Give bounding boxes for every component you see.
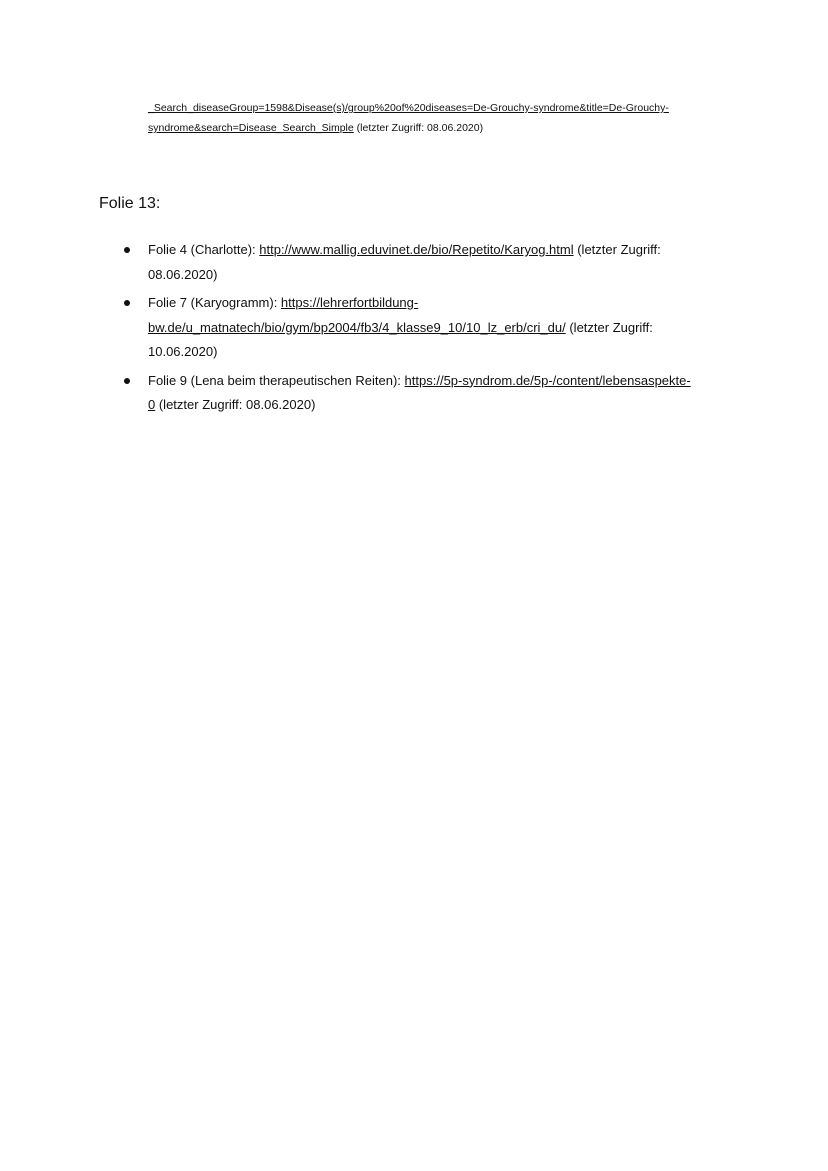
continued-reference-suffix: (letzter Zugriff: 08.06.2020): [353, 122, 484, 134]
reference-label: Folie 9 (Lena beim therapeutischen Reiten):: [148, 372, 405, 388]
reference-line: [148, 291, 738, 316]
reference-link-part-1[interactable]: https://5p-syndrom.de/5p-/content/lebensaspekte-: [404, 372, 691, 388]
section-heading: Folie 13:: [99, 195, 161, 212]
list-item: [0, 369, 738, 418]
reference-line: [148, 316, 738, 341]
continued-reference-link-part-1[interactable]: _Search_diseaseGroup=1598&Disease(s)/group%20of%20diseases=De-Grouchy-syndrome&title=De-Grouchy-: [148, 102, 669, 114]
continued-reference-link-part-2[interactable]: syndrome&search=Disease_Search_Simple: [148, 122, 354, 134]
continued-reference-line-1: [148, 98, 748, 118]
continued-reference-line-2: [148, 118, 748, 138]
reference-line: [148, 263, 738, 288]
continued-reference: [148, 98, 748, 138]
reference-line: [148, 238, 738, 263]
reference-line: [148, 340, 738, 365]
reference-label: Folie 4 (Charlotte):: [148, 242, 260, 257]
reference-date: 08.06.2020): [148, 266, 218, 282]
reference-link-part-2[interactable]: 0: [148, 397, 156, 412]
reference-line: [148, 369, 738, 394]
reference-label: Folie 7 (Karyogramm):: [148, 295, 281, 310]
bullet-icon: [124, 300, 130, 306]
reference-suffix: (letzter Zugriff:: [573, 242, 661, 257]
reference-link-part-1[interactable]: https://lehrerfortbildung-: [280, 295, 419, 310]
bullet-icon: [124, 378, 130, 384]
list-item: [0, 291, 738, 365]
bullet-icon: [124, 247, 130, 253]
reference-link[interactable]: http://www.mallig.eduvinet.de/bio/Repetito/Karyog.html: [259, 242, 574, 257]
reference-suffix: (letzter Zugriff:: [565, 319, 653, 335]
reference-list: [0, 238, 828, 422]
reference-link-part-2[interactable]: bw.de/u_matnatech/bio/gym/bp2004/fb3/4_klasse9_10/10_lz_erb/cri_du/: [148, 319, 566, 335]
reference-date: 10.06.2020): [148, 344, 218, 359]
reference-line: [148, 393, 738, 418]
reference-suffix: (letzter Zugriff: 08.06.2020): [155, 397, 316, 412]
list-item: [0, 238, 738, 287]
